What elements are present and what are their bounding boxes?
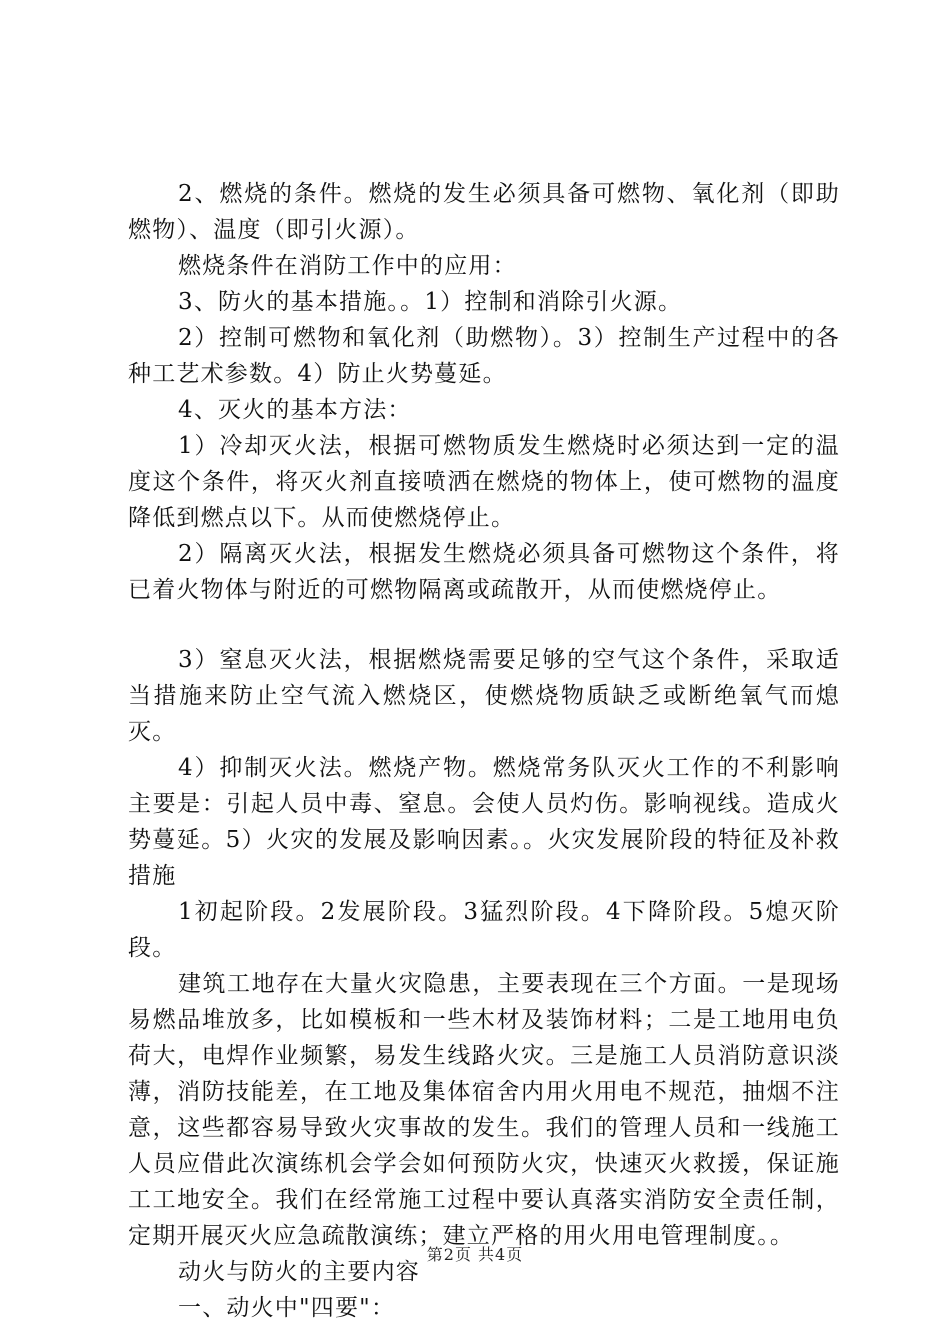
paragraph-extinguishing-methods-heading: 4、灭火的基本方法： bbox=[178, 397, 412, 423]
paragraph-smothering-method: 3）窒息灭火法，根据燃烧需要足够的空气这个条件，采取适当措施来防止空气流入燃烧区，使燃烧物质缺乏或断绝氧气而熄灭。 bbox=[128, 647, 840, 745]
page-footer bbox=[0, 1242, 950, 1265]
paragraph-suppression-method: 4）抑制灭火法。燃烧产物。燃烧常务队灭火工作的不利影响主要是：引起人员中毒、窒息。会使人员灼伤。影响视线。造成火势蔓延。5）火灾的发展及影响因素。。火灾发展阶段的特征及补救措施 bbox=[128, 755, 840, 889]
paragraph-fire-stages: 1初起阶段。2发展阶段。3猛烈阶段。4下降阶段。5熄灭阶段。 bbox=[128, 899, 840, 961]
document-body bbox=[128, 176, 840, 1326]
paragraph-hot-work-heading: 动火与防火的主要内容 bbox=[178, 1259, 420, 1285]
paragraph-fire-prevention-measures: 3、防火的基本措施。。1）控制和消除引火源。 bbox=[178, 289, 683, 315]
paragraph-application-heading: 燃烧条件在消防工作中的应用： bbox=[178, 253, 517, 279]
paragraph-four-musts: 一、动火中"四要"： bbox=[178, 1295, 396, 1321]
paragraph-construction-site-hazards: 建筑工地存在大量火灾隐患，主要表现在三个方面。一是现场易燃品堆放多，比如模板和一些木材及装饰材料；二是工地用电负荷大，电焊作业频繁，易发生线路火灾。三是施工人员消防意识淡薄，消防技能差，在工地及集体宿舍内用火用电不规范，抽烟不注意，这些都容易导致火灾事故的发生。我们的管理人员和一线施工人员应借此次演练机会学会如何预防火灾，快速灭火救援，保证施工工地安全。我们在经常施工过程中要认真落实消防安全责任制，定期开展灭火应急疏散演练；建立严格的用火用电管理制度。。 bbox=[128, 971, 840, 1249]
paragraph-combustion-conditions: 2、燃烧的条件。燃烧的发生必须具备可燃物、氧化剂（即助燃物）、温度（即引火源）。 bbox=[128, 181, 840, 243]
paragraph-cooling-method: 1）冷却灭火法，根据可燃物质发生燃烧时必须达到一定的温度这个条件，将灭火剂直接喷洒在燃烧的物体上，使可燃物的温度降低到燃点以下。从而使燃烧停止。 bbox=[128, 433, 840, 531]
paragraph-isolation-method: 2）隔离灭火法，根据发生燃烧必须具备可燃物这个条件，将已着火物体与附近的可燃物隔离或疏散开，从而使燃烧停止。 bbox=[128, 541, 840, 603]
paragraph-control-combustibles: 2）控制可燃物和氧化剂（助燃物）。3）控制生产过程中的各种工艺术参数。4）防止火势蔓延。 bbox=[128, 325, 840, 387]
page-number-label: 第2页 共4页 bbox=[426, 1245, 524, 1264]
